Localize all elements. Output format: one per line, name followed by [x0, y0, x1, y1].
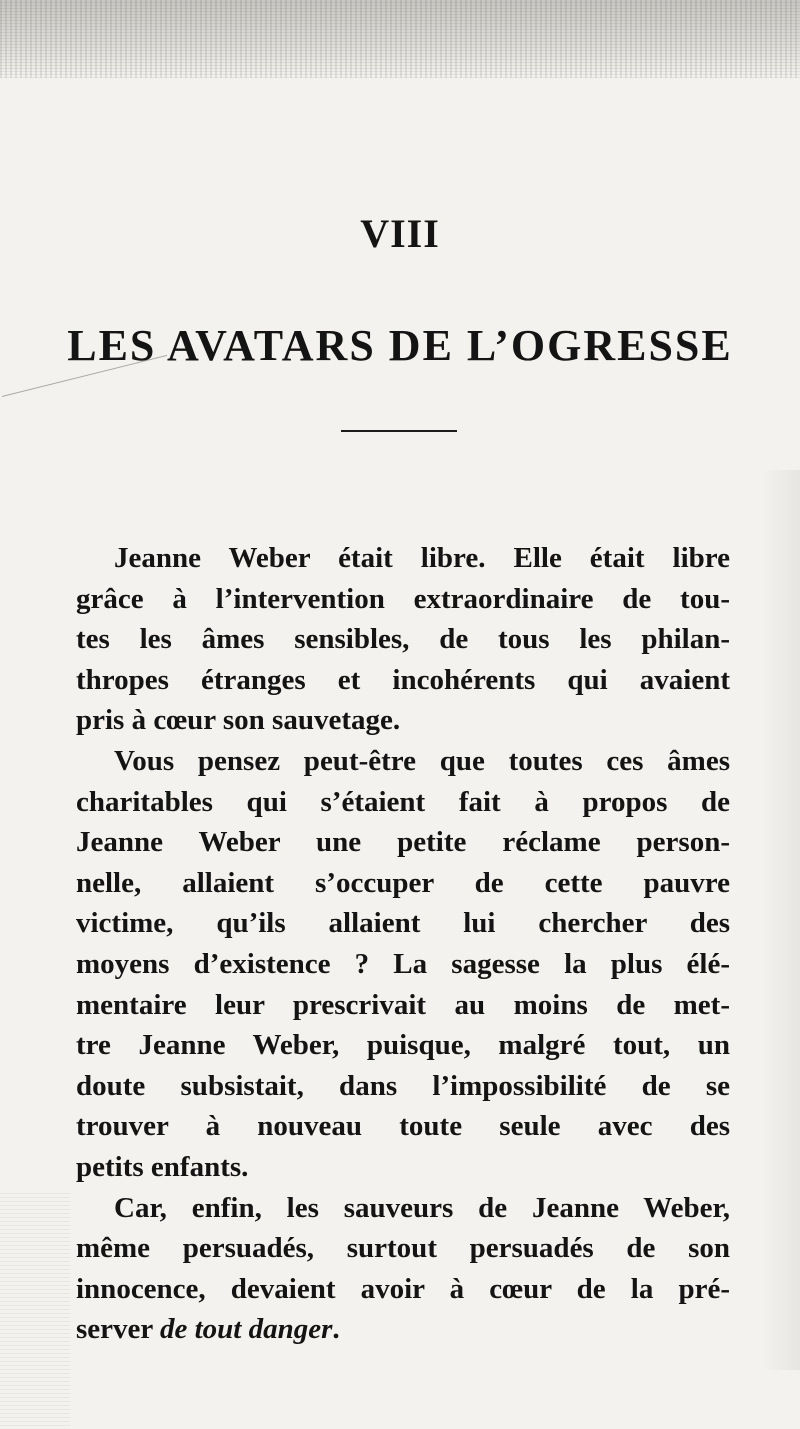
text-line: doute subsistait, dans l’impossibilité de se — [76, 1069, 730, 1102]
text-segment: server — [76, 1313, 160, 1346]
text-line: mentaire leur prescrivait au moins de met- — [76, 988, 730, 1021]
text-line: moyens d’existence ? La sagesse la plus élé- — [76, 947, 730, 980]
scan-noise-left — [0, 1190, 70, 1429]
text-line: tes les âmes sensibles, de tous les philan- — [76, 623, 730, 656]
text-line: Jeanne Weber était libre. Elle était libre — [114, 542, 730, 574]
text-line: victime, qu’ils allaient lui chercher des — [76, 907, 730, 940]
text-line: Jeanne Weber une petite réclame person- — [76, 826, 730, 859]
text-line: tre Jeanne Weber, puisque, malgré tout, un — [76, 1029, 730, 1062]
text-line: nelle, allaient s’occuper de cette pauvre — [76, 866, 730, 899]
text-line: pris à cœur son sauvetage. — [76, 704, 401, 737]
text-line: thropes étranges et incohérents qui avaient — [76, 663, 730, 696]
text-line-final — [76, 1309, 730, 1350]
text-line: même persuadés, surtout persuadés de son — [76, 1232, 730, 1265]
title-divider — [341, 430, 457, 432]
scan-shadow-right — [760, 470, 800, 1370]
text-line: trouver à nouveau toute seule avec des — [76, 1110, 730, 1143]
text-line: grâce à l’intervention extraordinaire de tou- — [76, 582, 730, 615]
text-segment: . — [332, 1313, 340, 1346]
emphasized-text: de tout danger — [160, 1313, 333, 1346]
scan-noise-top — [0, 0, 800, 78]
body-text — [76, 538, 730, 1350]
chapter-number: VIII — [360, 211, 440, 256]
text-line: Car, enfin, les sauveurs de Jeanne Weber, — [114, 1191, 730, 1224]
chapter-title: LES AVATARS DE L’OGRESSE — [67, 321, 733, 370]
text-line: petits enfants. — [76, 1150, 249, 1183]
text-line: innocence, devaient avoir à cœur de la pré- — [76, 1272, 730, 1305]
text-line: Vous pensez peut-être que toutes ces âmes — [114, 744, 730, 777]
text-line: charitables qui s’étaient fait à propos de — [76, 785, 730, 818]
